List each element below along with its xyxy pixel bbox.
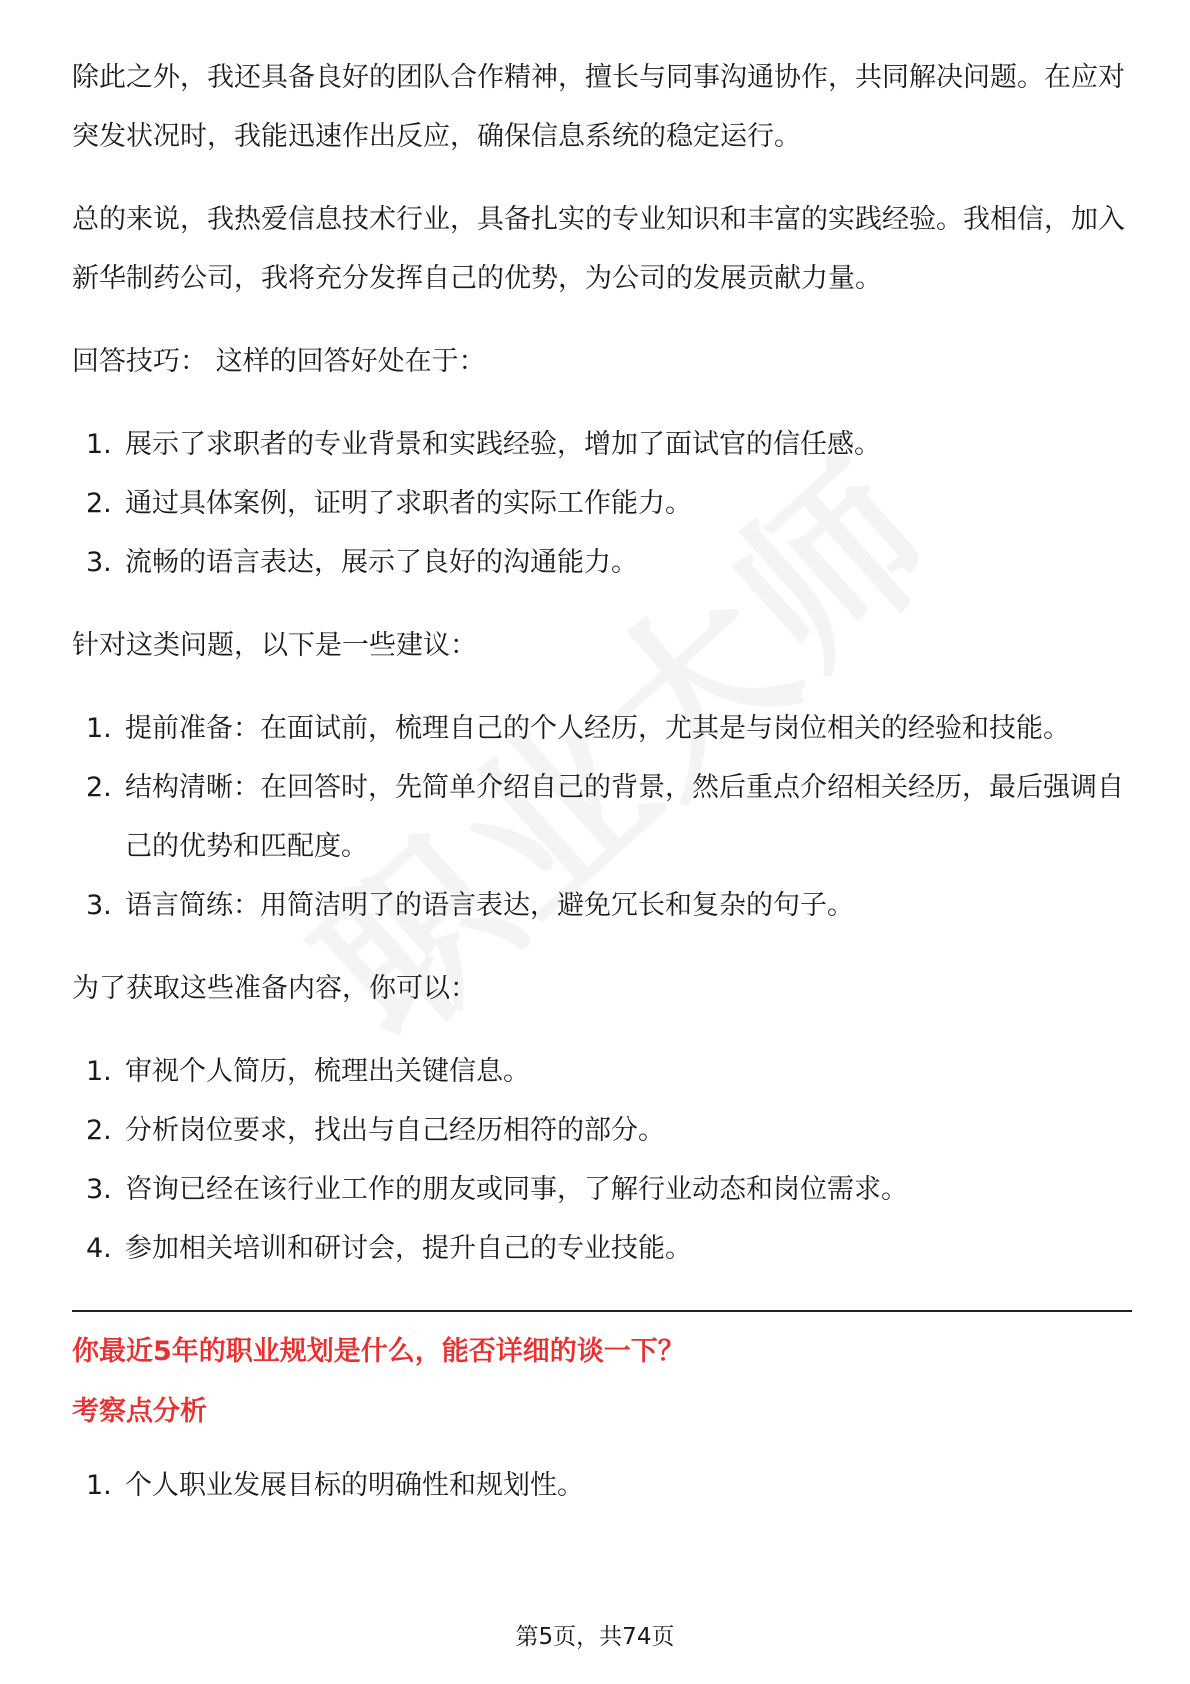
paragraph-summary: 总的来说，我热爱信息技术行业，具备扎实的专业知识和丰富的实践经验。我相信，加入新华制药公司，我将充分发挥自己的优势，为公司的发展贡献力量。	[72, 204, 1125, 294]
list-item: 1. 展示了求职者的专业背景和实践经验，增加了面试官的信任感。	[86, 429, 881, 460]
paragraph-answer-tips: 回答技巧： 这样的回答好处在于：	[72, 346, 486, 377]
document-page	[72, 48, 1132, 1539]
list-item: 3. 语言简练：用简洁明了的语言表达，避免冗长和复杂的句子。	[86, 890, 854, 921]
paragraph-teamwork: 除此之外，我还具备良好的团队合作精神，擅长与同事沟通协作，共同解决问题。在应对突发状况时，我能迅速作出反应，确保信息系统的稳定运行。	[72, 62, 1125, 152]
page-footer: 第5页，共74页	[515, 1624, 675, 1650]
question-title: 你最近5年的职业规划是什么，能否详细的谈一下？	[72, 1336, 685, 1367]
analysis-list	[72, 1456, 1132, 1515]
preparation-list	[72, 1042, 1132, 1278]
list-item: 4. 参加相关培训和研讨会，提升自己的专业技能。	[86, 1233, 692, 1264]
list-item: 1. 个人职业发展目标的明确性和规划性。	[86, 1470, 584, 1501]
suggestions-list	[72, 699, 1132, 935]
paragraph-preparation-intro: 为了获取这些准备内容，你可以：	[72, 973, 477, 1004]
list-item: 2. 通过具体案例，证明了求职者的实际工作能力。	[86, 488, 692, 519]
answer-benefits-list	[72, 415, 1132, 592]
list-item: 2. 结构清晰：在回答时，先简单介绍自己的背景，然后重点介绍相关经历，最后强调自己的优势和匹配度。	[86, 772, 1124, 862]
list-item: 1. 审视个人简历，梳理出关键信息。	[86, 1056, 530, 1087]
list-item: 1. 提前准备：在面试前，梳理自己的个人经历，尤其是与岗位相关的经验和技能。	[86, 713, 1070, 744]
list-item: 3. 流畅的语言表达，展示了良好的沟通能力。	[86, 547, 638, 578]
section-divider	[72, 1310, 1132, 1312]
paragraph-suggestions-intro: 针对这类问题，以下是一些建议：	[72, 630, 477, 661]
list-item: 2. 分析岗位要求，找出与自己经历相符的部分。	[86, 1115, 665, 1146]
question-subtitle: 考察点分析	[72, 1396, 207, 1427]
list-item: 3. 咨询已经在该行业工作的朋友或同事，了解行业动态和岗位需求。	[86, 1174, 908, 1205]
